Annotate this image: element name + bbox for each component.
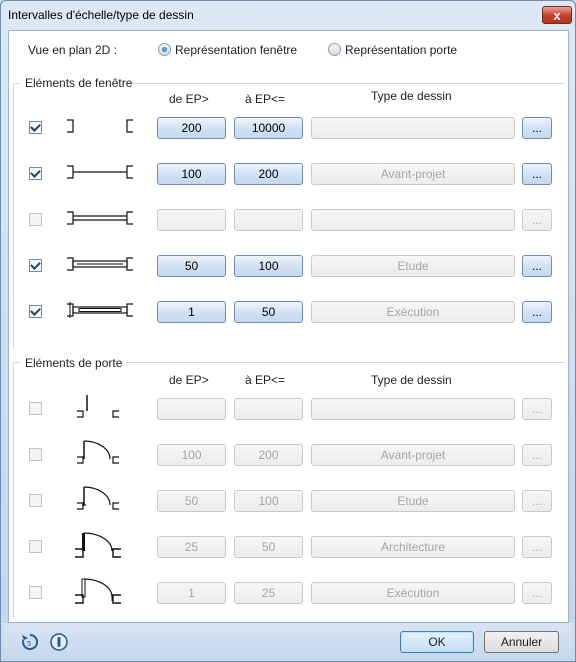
window-single-line-icon bbox=[65, 158, 135, 186]
door-from-scale-field[interactable]: 100 bbox=[157, 444, 226, 466]
door-simple-icon bbox=[67, 393, 137, 421]
door-col-to: à EP<= bbox=[245, 373, 286, 387]
group-border bbox=[127, 362, 565, 363]
cancel-button[interactable]: Annuler bbox=[484, 631, 559, 653]
door-more-button[interactable]: ... bbox=[522, 444, 552, 466]
window-group-title: Eléments de fenêtre bbox=[25, 76, 133, 90]
window-more-button[interactable]: ... bbox=[522, 163, 552, 185]
radio-door-representation[interactable] bbox=[328, 43, 341, 56]
window-from-scale-field[interactable] bbox=[157, 209, 226, 231]
window-detailed-icon bbox=[65, 296, 135, 324]
group-border bbox=[13, 362, 14, 618]
window-double-line-icon bbox=[65, 204, 135, 232]
door-swing-frame-icon bbox=[67, 485, 137, 513]
door-drawing-type-field[interactable]: Etude bbox=[311, 490, 515, 512]
reset-icon[interactable] bbox=[20, 632, 40, 652]
door-to-scale-field[interactable] bbox=[234, 398, 303, 420]
door-to-scale-field[interactable]: 200 bbox=[234, 444, 303, 466]
window-to-scale-field[interactable]: 50 bbox=[234, 301, 303, 323]
window-from-scale-field[interactable]: 100 bbox=[157, 163, 226, 185]
window-col-to: à EP<= bbox=[245, 92, 286, 106]
window-title: Intervalles d'échelle/type de dessin bbox=[8, 8, 194, 22]
close-button[interactable] bbox=[542, 6, 572, 24]
window-more-button[interactable]: ... bbox=[522, 255, 552, 277]
door-from-scale-field[interactable]: 25 bbox=[157, 536, 226, 558]
info-icon[interactable] bbox=[49, 632, 69, 652]
window-col-type: Type de dessin bbox=[371, 89, 452, 103]
door-more-button[interactable]: ... bbox=[522, 398, 552, 420]
window-drawing-type-field[interactable] bbox=[311, 117, 515, 139]
window-more-button[interactable]: ... bbox=[522, 117, 552, 139]
view-label: Vue en plan 2D : bbox=[28, 43, 117, 57]
door-from-scale-field[interactable]: 50 bbox=[157, 490, 226, 512]
window-row-checkbox[interactable] bbox=[29, 305, 42, 318]
window-to-scale-field[interactable]: 10000 bbox=[234, 117, 303, 139]
radio-window-representation-label[interactable]: Représentation fenêtre bbox=[175, 43, 298, 57]
window-drawing-type-field[interactable]: Avant-projet bbox=[311, 163, 515, 185]
window-col-from: de EP> bbox=[169, 92, 209, 106]
door-to-scale-field[interactable]: 25 bbox=[234, 582, 303, 604]
door-more-button[interactable]: ... bbox=[522, 536, 552, 558]
window-row-checkbox[interactable] bbox=[29, 121, 42, 134]
door-drawing-type-field[interactable] bbox=[311, 398, 515, 420]
window-row-checkbox[interactable] bbox=[29, 167, 42, 180]
group-border bbox=[131, 83, 565, 84]
door-drawing-type-field[interactable]: Avant-projet bbox=[311, 444, 515, 466]
ok-button[interactable]: OK bbox=[400, 631, 474, 653]
title-bar[interactable] bbox=[1, 1, 575, 29]
radio-window-representation[interactable] bbox=[158, 43, 171, 56]
door-row-checkbox[interactable] bbox=[29, 494, 42, 507]
svg-text:5: 5 bbox=[27, 640, 32, 648]
door-more-button[interactable]: ... bbox=[522, 582, 552, 604]
door-drawing-type-field[interactable]: Architecture bbox=[311, 536, 515, 558]
door-row-checkbox[interactable] bbox=[29, 540, 42, 553]
window-drawing-type-field[interactable] bbox=[311, 209, 515, 231]
door-group-title: Eléments de porte bbox=[25, 356, 123, 370]
window-row-checkbox[interactable] bbox=[29, 213, 42, 226]
window-from-scale-field[interactable]: 1 bbox=[157, 301, 226, 323]
group-border bbox=[13, 83, 14, 349]
door-more-button[interactable]: ... bbox=[522, 490, 552, 512]
window-open-icon bbox=[65, 112, 135, 140]
window-more-button[interactable]: ... bbox=[522, 209, 552, 231]
door-to-scale-field[interactable]: 50 bbox=[234, 536, 303, 558]
dialog-footer bbox=[2, 623, 574, 661]
door-row-checkbox[interactable] bbox=[29, 586, 42, 599]
window-to-scale-field[interactable]: 200 bbox=[234, 163, 303, 185]
door-from-scale-field[interactable]: 1 bbox=[157, 582, 226, 604]
radio-door-representation-label[interactable]: Représentation porte bbox=[345, 43, 458, 57]
door-from-scale-field[interactable] bbox=[157, 398, 226, 420]
window-row-checkbox[interactable] bbox=[29, 259, 42, 272]
door-to-scale-field[interactable]: 100 bbox=[234, 490, 303, 512]
window-to-scale-field[interactable] bbox=[234, 209, 303, 231]
door-row-checkbox[interactable] bbox=[29, 448, 42, 461]
dialog-content bbox=[8, 30, 569, 623]
window-from-scale-field[interactable]: 200 bbox=[157, 117, 226, 139]
door-drawing-type-field[interactable]: Exécution bbox=[311, 582, 515, 604]
window-drawing-type-field[interactable]: Exécution bbox=[311, 301, 515, 323]
door-swing-icon bbox=[67, 439, 137, 467]
window-to-scale-field[interactable]: 100 bbox=[234, 255, 303, 277]
door-col-from: de EP> bbox=[169, 373, 209, 387]
close-icon: x bbox=[553, 7, 561, 23]
window-drawing-type-field[interactable]: Etude bbox=[311, 255, 515, 277]
window-more-button[interactable]: ... bbox=[522, 301, 552, 323]
door-row-checkbox[interactable] bbox=[29, 402, 42, 415]
door-architecture-icon bbox=[67, 531, 137, 559]
window-from-scale-field[interactable]: 50 bbox=[157, 255, 226, 277]
window-frame-icon bbox=[65, 250, 135, 278]
door-col-type: Type de dessin bbox=[371, 373, 452, 387]
group-border bbox=[13, 362, 20, 363]
group-border bbox=[13, 83, 20, 84]
door-detailed-icon bbox=[67, 577, 137, 605]
